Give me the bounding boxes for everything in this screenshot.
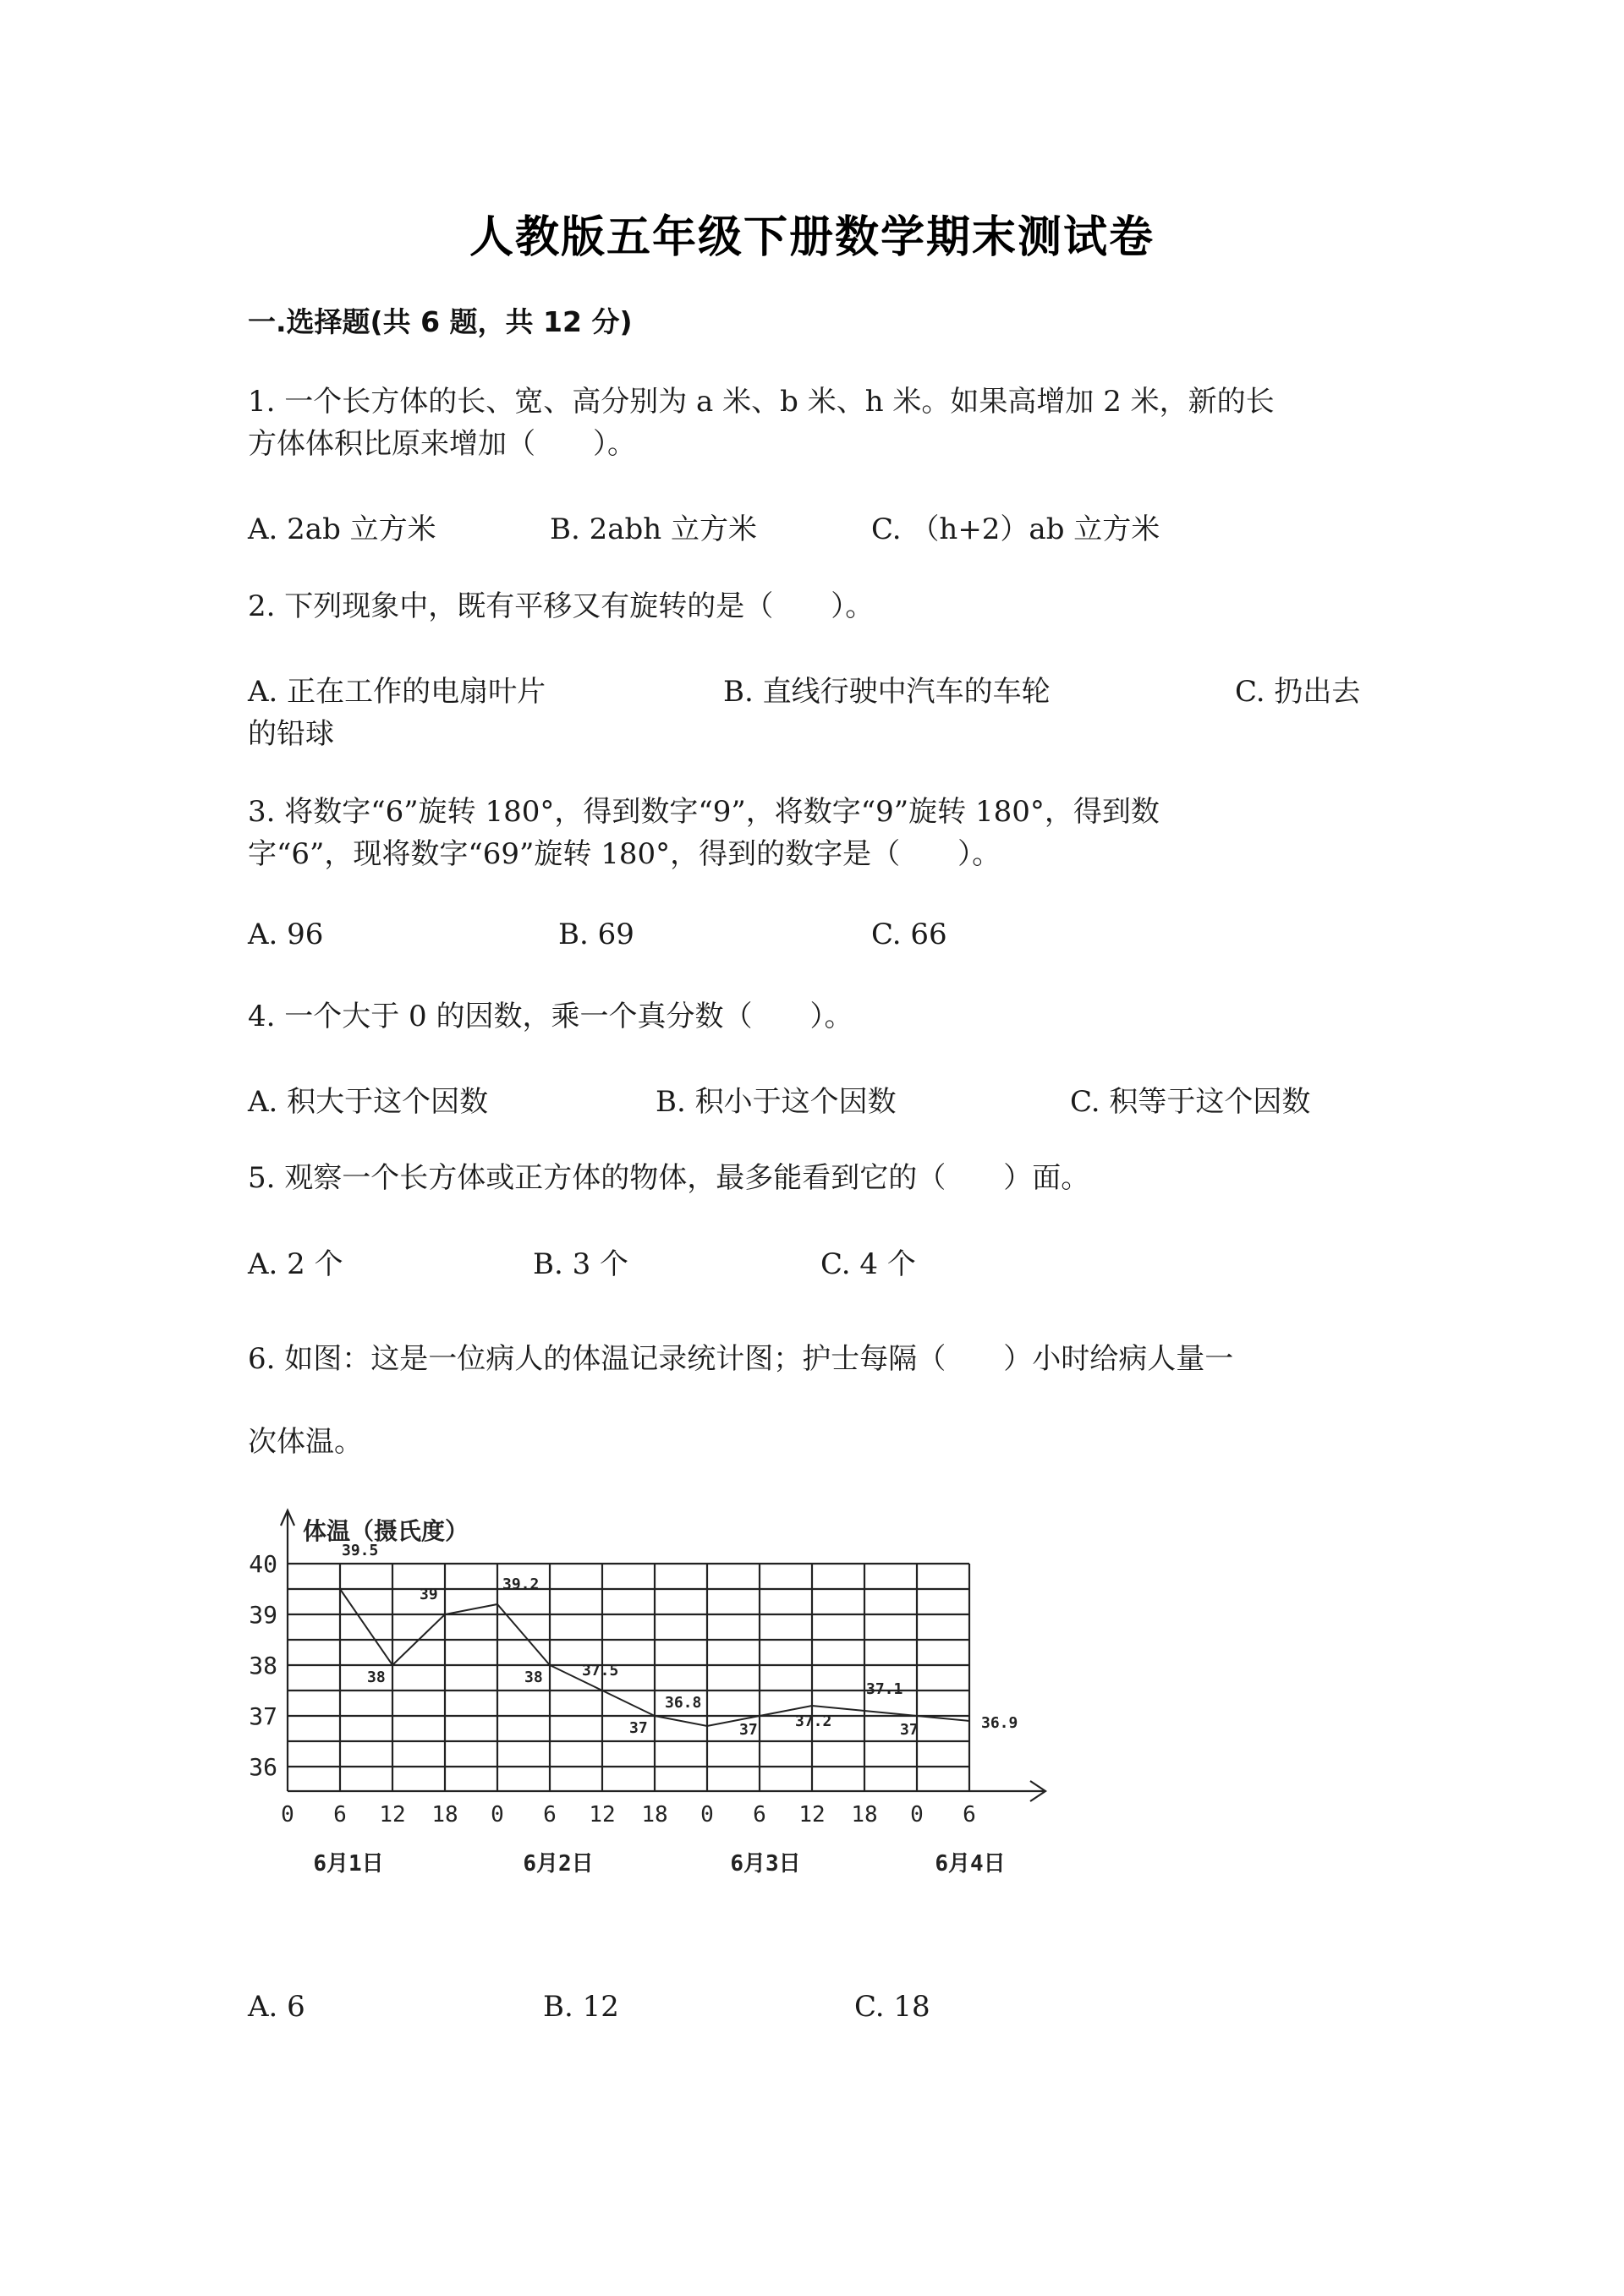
svg-text:36.9: 36.9 bbox=[981, 1714, 1018, 1732]
svg-text:6月2日: 6月2日 bbox=[523, 1851, 594, 1877]
svg-text:0: 0 bbox=[281, 1802, 294, 1827]
question-6-option-b: B. 12 bbox=[543, 1990, 619, 2024]
question-4-option-c: C. 积等于这个因数 bbox=[1070, 1085, 1311, 1119]
svg-text:39: 39 bbox=[420, 1586, 438, 1603]
question-5-option-c: C. 4 个 bbox=[820, 1247, 916, 1281]
svg-text:37.2: 37.2 bbox=[795, 1712, 832, 1730]
question-3-line-1: 3. 将数字“6”旋转 180°，得到数字“9”，将数字“9”旋转 180°，得到数 bbox=[248, 795, 1160, 829]
svg-text:36.8: 36.8 bbox=[665, 1694, 702, 1712]
svg-text:37: 37 bbox=[739, 1721, 758, 1739]
question-1-option-b: B. 2abh 立方米 bbox=[550, 512, 757, 546]
svg-text:6月3日: 6月3日 bbox=[730, 1851, 801, 1877]
question-2-option-c: C. 扔出去 bbox=[1235, 675, 1361, 709]
svg-text:18: 18 bbox=[431, 1802, 458, 1827]
svg-text:39: 39 bbox=[249, 1601, 277, 1629]
question-3-option-a: A. 96 bbox=[248, 918, 324, 951]
svg-text:6: 6 bbox=[543, 1802, 557, 1827]
svg-text:6: 6 bbox=[333, 1802, 347, 1827]
svg-text:0: 0 bbox=[700, 1802, 714, 1827]
question-1-option-c: C. （h+2）ab 立方米 bbox=[871, 512, 1160, 546]
question-2-option-b: B. 直线行驶中汽车的车轮 bbox=[723, 675, 1051, 709]
svg-text:18: 18 bbox=[641, 1802, 668, 1827]
question-6-line-2: 次体温。 bbox=[248, 1425, 363, 1459]
svg-text:12: 12 bbox=[379, 1802, 406, 1827]
svg-text:37: 37 bbox=[249, 1702, 277, 1730]
question-4-line-1: 4. 一个大于 0 的因数，乘一个真分数（ ）。 bbox=[248, 1000, 853, 1033]
question-2-line-1: 2. 下列现象中，既有平移又有旋转的是（ ）。 bbox=[248, 589, 875, 623]
svg-text:12: 12 bbox=[589, 1802, 616, 1827]
question-6-option-a: A. 6 bbox=[248, 1990, 305, 2024]
svg-text:40: 40 bbox=[249, 1550, 277, 1578]
svg-text:0: 0 bbox=[910, 1802, 924, 1827]
svg-text:39.5: 39.5 bbox=[342, 1542, 379, 1559]
svg-text:6月4日: 6月4日 bbox=[935, 1851, 1006, 1877]
svg-text:12: 12 bbox=[798, 1802, 826, 1827]
svg-text:6: 6 bbox=[753, 1802, 766, 1827]
svg-text:37.1: 37.1 bbox=[866, 1680, 903, 1698]
question-3-option-b: B. 69 bbox=[558, 918, 634, 951]
svg-text:18: 18 bbox=[851, 1802, 878, 1827]
section-heading: 一.选择题(共 6 题，共 12 分) bbox=[248, 305, 633, 338]
question-3-line-2: 字“6”，现将数字“69”旋转 180°，得到的数字是（ ）。 bbox=[248, 837, 1001, 871]
question-1-line-1: 1. 一个长方体的长、宽、高分别为 a 米、b 米、h 米。如果高增加 2 米，新的长 bbox=[248, 385, 1275, 419]
question-2-option-c-wrap: 的铅球 bbox=[248, 717, 334, 751]
svg-text:0: 0 bbox=[491, 1802, 504, 1827]
chart-labels bbox=[249, 1517, 1018, 1877]
svg-text:37.5: 37.5 bbox=[582, 1662, 619, 1680]
question-1-line-2: 方体体积比原来增加（ ）。 bbox=[248, 427, 636, 461]
question-1-option-a: A. 2ab 立方米 bbox=[248, 512, 436, 546]
page-title: 人教版五年级下册数学期末测试卷 bbox=[469, 212, 1155, 263]
svg-text:36: 36 bbox=[249, 1753, 277, 1781]
question-6-option-c: C. 18 bbox=[854, 1990, 930, 2024]
question-5-option-b: B. 3 个 bbox=[533, 1247, 629, 1281]
svg-text:38: 38 bbox=[367, 1669, 386, 1686]
svg-text:6月1日: 6月1日 bbox=[313, 1851, 384, 1877]
question-5-option-a: A. 2 个 bbox=[248, 1247, 343, 1281]
svg-text:38: 38 bbox=[524, 1669, 543, 1686]
svg-text:6: 6 bbox=[963, 1802, 976, 1827]
svg-text:37: 37 bbox=[900, 1721, 919, 1739]
chart-grid bbox=[288, 1564, 969, 1791]
question-2-option-a: A. 正在工作的电扇叶片 bbox=[248, 675, 546, 709]
question-4-option-b: B. 积小于这个因数 bbox=[656, 1085, 897, 1119]
chart-axes bbox=[281, 1510, 1045, 1801]
question-5-line-1: 5. 观察一个长方体或正方体的物体，最多能看到它的（ ）面。 bbox=[248, 1161, 1090, 1195]
question-6-line-1: 6. 如图：这是一位病人的体温记录统计图；护士每隔（ ）小时给病人量一 bbox=[248, 1342, 1234, 1376]
svg-text:39.2: 39.2 bbox=[502, 1575, 540, 1593]
question-3-option-c: C. 66 bbox=[871, 918, 947, 951]
question-4-option-a: A. 积大于这个因数 bbox=[248, 1085, 489, 1119]
svg-text:37: 37 bbox=[629, 1719, 648, 1737]
svg-text:体温（摄氏度）: 体温（摄氏度） bbox=[303, 1517, 469, 1545]
svg-text:38: 38 bbox=[249, 1652, 277, 1680]
